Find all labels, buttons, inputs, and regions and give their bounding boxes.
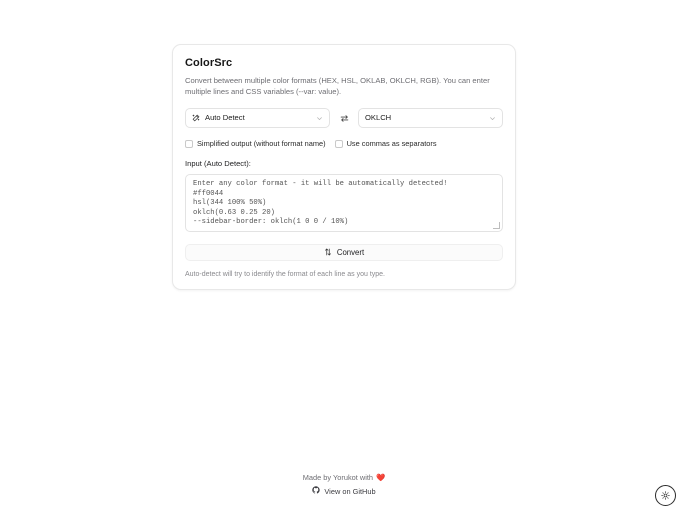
option-label: Use commas as separators [346,139,437,148]
checkbox-simplified-output[interactable] [185,140,193,148]
options-row [185,139,503,148]
page-title: ColorSrc [185,57,233,69]
swap-formats-button[interactable] [337,110,351,126]
magic-wand-icon [192,114,200,122]
heart-icon: ❤️ [376,473,386,482]
swap-horizontal-icon [340,111,349,126]
checkbox-use-commas[interactable] [335,140,343,148]
placeholder-line: #ff0044 [193,189,224,198]
theme-toggle-button[interactable] [655,485,676,506]
swap-vertical-icon [324,248,332,258]
target-format-select[interactable] [358,108,503,128]
source-format-select[interactable] [185,108,330,128]
chevron-down-icon [316,115,323,122]
sun-icon [661,488,670,503]
github-icon [312,486,320,496]
format-selector-row [185,108,503,128]
placeholder-line: hsl(344 100% 50%) [193,199,267,207]
placeholder-line: --sidebar-border: oklch(1 0 0 / 10%) [193,218,349,226]
placeholder-line: Enter any color format - it will be automatically detected! [193,180,448,188]
converter-card [172,44,516,290]
textarea-resize-handle[interactable] [493,222,501,230]
target-format-value: OKLCH [365,113,392,122]
placeholder-line: oklch(0.63 0.25 20) [193,208,275,217]
github-link[interactable] [312,486,375,496]
convert-button-label: Convert [336,248,365,257]
option-label: Simplified output (without format name) [197,139,326,148]
input-label: Input (Auto Detect): [185,159,251,168]
option-use-commas[interactable] [335,139,437,148]
chevron-down-icon [489,115,496,122]
made-by-text: Made by Yorukot with [302,473,374,482]
page-description: Convert between multiple color formats (HEX, HSL, OKLAB, OKLCH, RGB). You can enter multiple lines and CSS variables (--var: value). [185,76,490,96]
github-link-label: View on GitHub [324,486,376,496]
autodetect-hint: Auto-detect will try to identify the format of each line as you type. [185,271,385,278]
option-simplified-output[interactable] [185,139,326,148]
convert-button[interactable] [185,244,503,261]
page-footer [0,472,688,496]
made-by-credit [303,472,385,483]
source-format-value: Auto Detect [205,113,245,122]
color-input-textarea[interactable] [185,174,503,232]
